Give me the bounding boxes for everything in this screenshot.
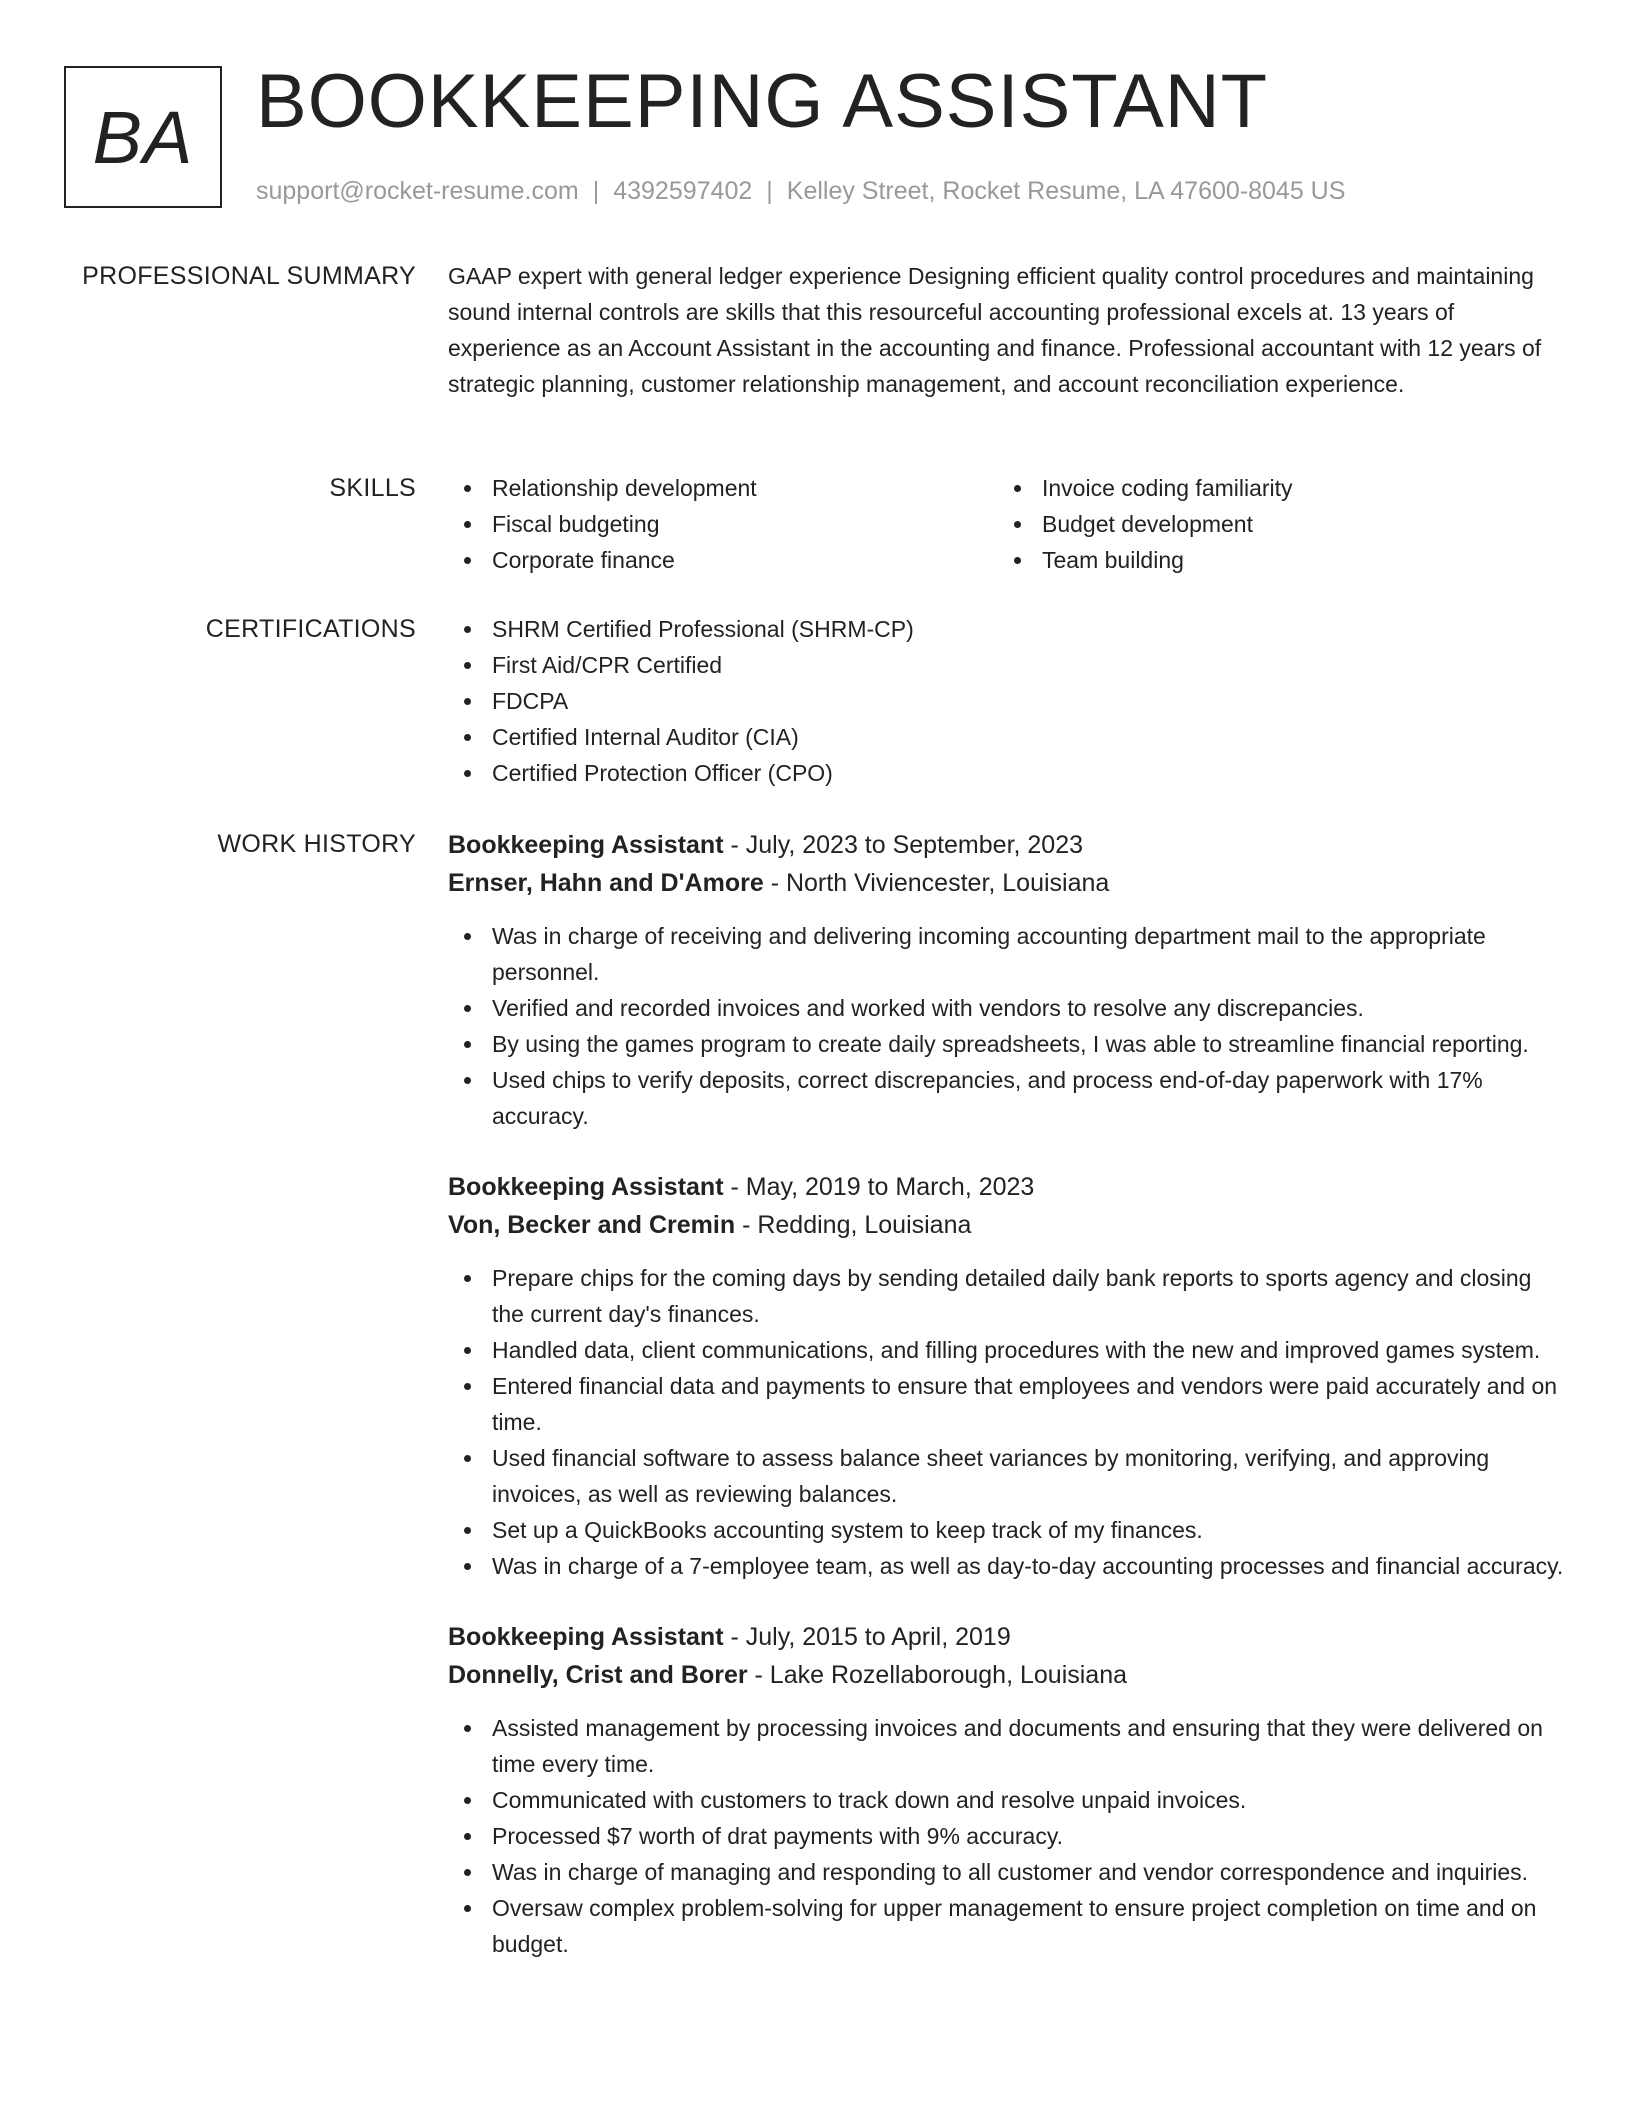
job-bullet: Oversaw complex problem-solving for upper management to ensure project completion on time and on budget. [492, 1890, 1564, 1962]
section-label-work-history: WORK HISTORY [217, 830, 416, 858]
job-title-line [448, 826, 1564, 864]
job-company-line [448, 1206, 1564, 1244]
job-company: Ernser, Hahn and D'Amore [448, 869, 764, 897]
work-history-body [448, 826, 1564, 1996]
contact-line [256, 175, 1345, 207]
job-bullet: Used chips to verify deposits, correct discrepancies, and process end-of-day paperwork with 17% accuracy. [492, 1062, 1564, 1134]
contact-address: Kelley Street, Rocket Resume, LA 47600-8045 US [786, 177, 1346, 205]
monogram-initials: BA [92, 95, 194, 179]
certification-item: Certified Internal Auditor (CIA) [492, 719, 1564, 755]
job-bullet: Communicated with customers to track down and resolve unpaid invoices. [492, 1782, 1564, 1818]
job-dates: - July, 2015 to April, 2019 [723, 1623, 1011, 1651]
job-company-line [448, 1656, 1564, 1694]
job-bullets [448, 1260, 1564, 1584]
certification-item: Certified Protection Officer (CPO) [492, 755, 1564, 791]
job-location: - Lake Rozellaborough, Louisiana [747, 1661, 1128, 1689]
summary-text: GAAP expert with general ledger experience Designing efficient quality control procedures and maintaining sound internal controls are skills that this resourceful accounting professional excels at. 13 years of experience as an Account Assistant in the accounting and finance. Professional accountant with 12 years of strategic planning, customer relationship management, and account reconciliation experience. [448, 263, 1542, 397]
job-bullet: Verified and recorded invoices and worked with vendors to resolve any discrepancies. [492, 990, 1564, 1026]
job-bullet: Entered financial data and payments to ensure that employees and vendors were paid accurately and on time. [492, 1368, 1564, 1440]
skills-list-left [448, 470, 1012, 578]
job-entry [448, 1168, 1564, 1584]
job-bullets [448, 1710, 1564, 1962]
section-label-summary: PROFESSIONAL SUMMARY [82, 262, 416, 290]
contact-phone[interactable]: 4392597402 [613, 177, 753, 205]
contact-email[interactable]: support@rocket-resume.com [256, 177, 579, 205]
job-bullet: Was in charge of receiving and delivering incoming accounting department mail to the appropriate personnel. [492, 918, 1564, 990]
certifications-list [448, 611, 1564, 791]
job-bullet: Used financial software to assess balance sheet variances by monitoring, verifying, and approving invoices, as well as reviewing balances. [492, 1440, 1564, 1512]
job-title-line [448, 1168, 1564, 1206]
job-company: Von, Becker and Cremin [448, 1211, 736, 1239]
job-title: Bookkeeping Assistant [448, 1173, 724, 1201]
skill-item: Fiscal budgeting [492, 506, 1012, 542]
page-title: BOOKKEEPING ASSISTANT [256, 59, 1269, 144]
skill-item: Relationship development [492, 470, 1012, 506]
job-bullet: Handled data, client communications, and filling procedures with the new and improved games system. [492, 1332, 1564, 1368]
job-title: Bookkeeping Assistant [448, 1623, 724, 1651]
certification-item: First Aid/CPR Certified [492, 647, 1564, 683]
certification-item: SHRM Certified Professional (SHRM-CP) [492, 611, 1564, 647]
certifications-body [448, 611, 1564, 791]
skill-item: Invoice coding familiarity [1042, 470, 1562, 506]
skill-item: Corporate finance [492, 542, 1012, 578]
job-entry [448, 1618, 1564, 1962]
job-bullet: Assisted management by processing invoices and documents and ensuring that they were delivered on time every time. [492, 1710, 1564, 1782]
job-title: Bookkeeping Assistant [448, 831, 724, 859]
job-bullet: Was in charge of managing and responding to all customer and vendor correspondence and inquiries. [492, 1854, 1564, 1890]
job-company: Donnelly, Crist and Borer [448, 1661, 748, 1689]
job-bullet: By using the games program to create daily spreadsheets, I was able to streamline financial reporting. [492, 1026, 1564, 1062]
job-bullet: Was in charge of a 7-employee team, as well as day-to-day accounting processes and financial accuracy. [492, 1548, 1564, 1584]
skill-item: Budget development [1042, 506, 1562, 542]
job-bullets [448, 918, 1564, 1134]
job-entry [448, 826, 1564, 1134]
skills-list-right [998, 470, 1562, 578]
skill-item: Team building [1042, 542, 1562, 578]
job-title-line [448, 1618, 1564, 1656]
job-location: - North Viviencester, Louisiana [763, 869, 1110, 897]
job-bullet: Prepare chips for the coming days by sending detailed daily bank reports to sports agency and closing the current day's finances. [492, 1260, 1564, 1332]
job-bullet: Set up a QuickBooks accounting system to keep track of my finances. [492, 1512, 1564, 1548]
job-company-line [448, 864, 1564, 902]
job-dates: - May, 2019 to March, 2023 [723, 1173, 1035, 1201]
job-bullet: Processed $7 worth of drat payments with 9% accuracy. [492, 1818, 1564, 1854]
contact-separator: | [766, 177, 773, 205]
job-location: - Redding, Louisiana [735, 1211, 972, 1239]
monogram-box [64, 66, 222, 208]
contact-separator: | [592, 177, 600, 205]
job-dates: - July, 2023 to September, 2023 [723, 831, 1084, 859]
certification-item: FDCPA [492, 683, 1564, 719]
section-label-skills: SKILLS [329, 474, 416, 502]
section-label-certifications: CERTIFICATIONS [205, 615, 416, 643]
